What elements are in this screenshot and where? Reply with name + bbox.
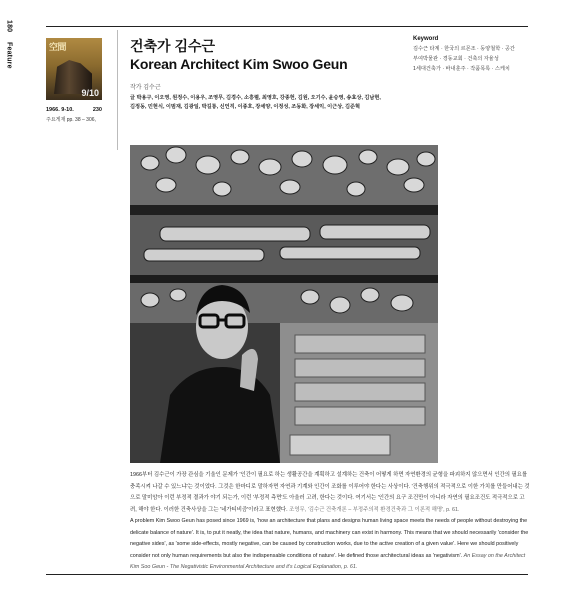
- body-english-citation: An Essay on the Architect Kim Soo Geun - The Negativistic Environmental Architecture and it's Logical Explanation, p. 61.: [130, 552, 526, 570]
- body-korean-text: 1966부터 김수근이 가장 관심을 기울인 문제가 '인간이 필요로 하는 생활공간을 계획하고 설계하는 건축이 어떻게 하면 자연환경의 균형을 파괴하지 않으면서 인간의 필요를 충족시켜 나갈 수 있느냐'는 것이었다. 그것은 한마디로 말하자면 자연과 기계와 인간이 조화를 이루어야 한다는 사상이다. '건축행위의 적극적으로 이한 가치를 만들어내는 것으로 말미암아 이런 부정적 결과가 야기 되는가, 이런 '부정적 측면'도 아울러 고려, 한다는 것이다. 여기서는 '인간의 요구 조건만이 아니라 자연의 필요조건도 적극적으로 고려, 해야 한다. 이러한 건축사상을 그는 '네가티비즘'이라고 표현했다.: [130, 472, 530, 513]
- top-rule: [46, 26, 528, 27]
- title-korean: 건축가 김수근: [130, 38, 216, 54]
- body-korean-citation: 조영무, '김수근 건축개론 – 부정주의적 환경건축과 그 이론적 해명', p. 61.: [289, 506, 460, 513]
- issue-meta: [46, 107, 102, 113]
- section-label: Feature: [5, 42, 13, 69]
- keyword-box: [413, 36, 533, 74]
- contributors-line: 김정동, 민현식, 이범재, 김광일, 박길룡, 신언직, 이종호, 장세양, 이정성, 조동화, 장세익, 이근상, 김준혁: [130, 104, 361, 110]
- contributors-line: 글 박용구, 이오영, 원정수, 이용우, 조영무, 김경수, 소흥렬, 최영호, 강종헌, 김원, 오기수, 윤승영, 송효상, 김남현,: [130, 95, 381, 101]
- title-english: Korean Architect Kim Swoo Geun: [130, 56, 348, 72]
- side-section-tab: [2, 20, 16, 130]
- body-text-korean: [130, 470, 530, 516]
- body-text-english: [130, 516, 530, 574]
- keyword-line: 김수근 타계 · 한국의 르몬조 · 동양철학 · 공간: [413, 46, 515, 52]
- cover-logo: 空間: [49, 43, 67, 53]
- keyword-title: Keyword: [413, 36, 439, 42]
- keyword-line: 부여박물관 · 경동교회 · 건축의 자율성: [413, 56, 499, 62]
- page-number: 180: [5, 20, 13, 33]
- author-label: 작가 김수근: [130, 85, 161, 91]
- portrait-photo: [130, 145, 438, 463]
- column-divider: [117, 30, 118, 150]
- contributors-list: [130, 94, 390, 112]
- cover-issue-number: 9/10: [81, 88, 99, 98]
- magazine-cover-thumbnail: [46, 38, 102, 100]
- issue-pages: 주요게재 pp. 38 – 306,: [46, 117, 96, 123]
- bottom-rule: [46, 574, 528, 575]
- body-english-text: A problem Kim Swoo Geun has posed since 1969 is, 'how an architecture that plans and designs human living space meets the needs of people without destroying the delicate balance of nature'. It is, to put it neatly, the idea that nature, humans, and machinery can exist in harmony. This means that we should necessarily 'consider the negative sides', as 'some side-effects, mostly negative, can be caused by construction works, due to the active creation of a given value'. Here we should positively consider not only human requirements but also the indispensable conditions of nature'. He defined those architectural ideas as 'negativism'.: [130, 518, 529, 559]
- keyword-line: 1세대건축가 · 바내훈주 · 작품목록 · 스케치: [413, 66, 510, 72]
- issue-volume: 230: [92, 107, 102, 113]
- issue-date: 1966. 9-10.: [46, 107, 74, 113]
